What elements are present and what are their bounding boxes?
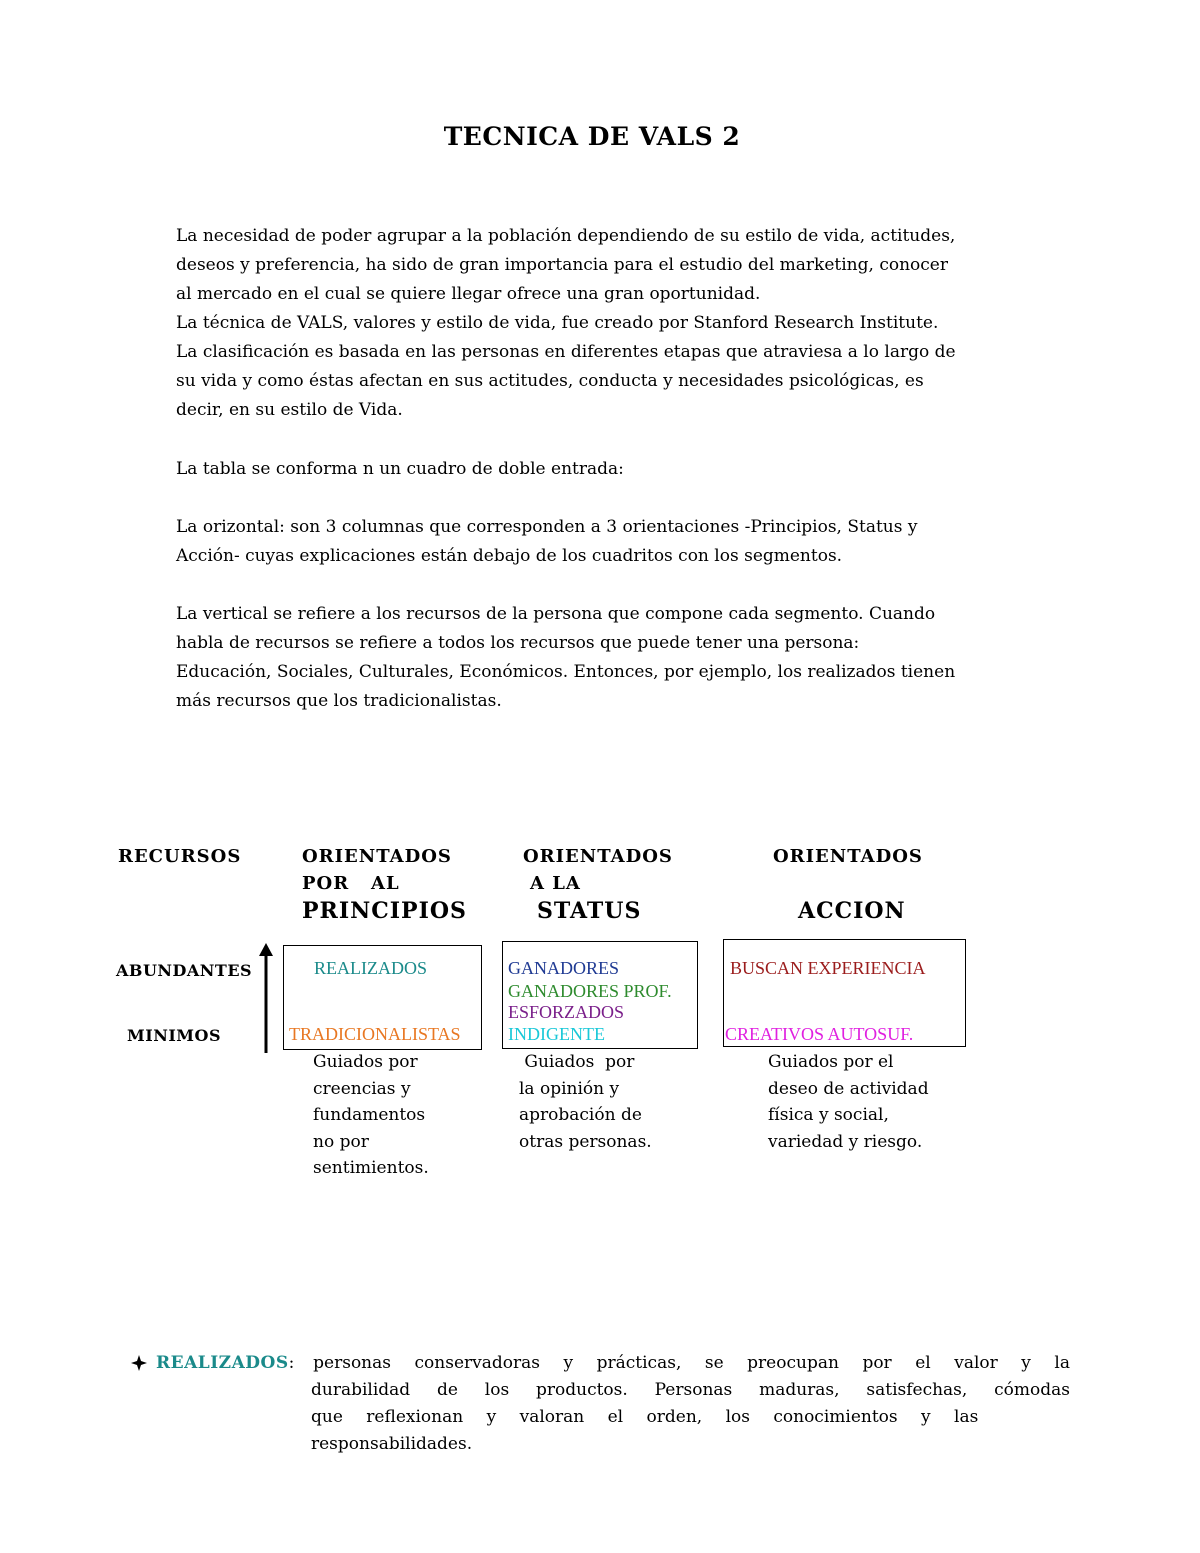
horizontal-paragraph (176, 513, 1076, 571)
definition-line-2: durabilidad de los productos. Personas maduras, satisfechas, cómodas (311, 1380, 1070, 1400)
diamond-bullet-icon (131, 1355, 147, 1371)
vertical-paragraph (176, 600, 1076, 716)
resources-arrow-icon (256, 942, 276, 1054)
table-intro-paragraph (176, 455, 1076, 484)
segment-tradicionalistas: TRADICIONALISTAS (289, 1024, 461, 1044)
col3-header-line1: ORIENTADOS (773, 846, 923, 867)
accion-description: Guiados por el deseo de actividad física y social, variedad y riesgo. (768, 1052, 929, 1152)
col1-header-line2: POR AL (302, 873, 400, 894)
definition-line-1-text: personas conservadoras y prácticas, se preocupan por el valor y la (313, 1353, 1070, 1373)
horizontal-line: Acción- cuyas explicaciones están debajo de los cuadritos con los segmentos. (176, 546, 843, 566)
intro-line: su vida y como éstas afectan en sus actitudes, conducta y necesidades psicológicas, es (176, 371, 924, 391)
segment-esforzados: ESFORZADOS (508, 1002, 625, 1022)
intro-line: La clasificación es basada en las personas en diferentes etapas que atraviesa a lo largo de (176, 342, 956, 362)
intro-line: al mercado en el cual se quiere llegar ofrece una gran oportunidad. (176, 284, 761, 304)
col2-header-line2: A LA (530, 873, 581, 894)
col1-header-line1: ORIENTADOS (302, 846, 452, 867)
principios-description: Guiados por creencias y fundamentos no por sentimientos. (313, 1052, 429, 1178)
segment-indigente: INDIGENTE (508, 1024, 605, 1044)
intro-line: deseos y preferencia, ha sido de gran importancia para el estudio del marketing, conocer (176, 255, 948, 275)
definition-line-4: responsabilidades. (311, 1434, 473, 1454)
horizontal-line: La orizontal: son 3 columnas que corresponden a 3 orientaciones -Principios, Status y (176, 517, 918, 537)
status-description: Guiados por la opinión y aprobación de otras personas. (519, 1052, 652, 1152)
vertical-line: más recursos que los tradicionalistas. (176, 691, 502, 711)
intro-line: La técnica de VALS, valores y estilo de vida, fue creado por Stanford Research Institute. (176, 313, 939, 333)
intro-line: decir, en su estilo de Vida. (176, 400, 403, 420)
col2-header-line1: ORIENTADOS (523, 846, 673, 867)
page-title: TECNICA DE VALS 2 (443, 122, 741, 151)
segment-ganadores: GANADORES (508, 958, 620, 978)
definition-line-1: REALIZADOS: personas conservadoras y prácticas, se preocupan por el valor y la (156, 1350, 1070, 1377)
recursos-header: RECURSOS (118, 846, 242, 867)
definition-line-3: que reflexionan y valoran el orden, los conocimientos y las (311, 1407, 979, 1427)
vertical-line: habla de recursos se refiere a todos los recursos que puede tener una persona: (176, 633, 860, 653)
table-intro-line: La tabla se conforma n un cuadro de doble entrada: (176, 459, 624, 479)
intro-line: La necesidad de poder agrupar a la población dependiendo de su estilo de vida, actitudes, (176, 226, 956, 246)
abundantes-label: ABUNDANTES (116, 961, 253, 980)
col1-header-line3: PRINCIPIOS (302, 898, 467, 924)
intro-paragraph (176, 222, 1076, 425)
realizados-definition (156, 1350, 1070, 1458)
definition-label: REALIZADOS (156, 1353, 289, 1373)
minimos-label: MINIMOS (127, 1026, 222, 1045)
vertical-line: Educación, Sociales, Culturales, Económicos. Entonces, por ejemplo, los realizados tienen (176, 662, 956, 682)
segment-ganadores-prof: GANADORES PROF. (508, 981, 672, 1001)
col2-header-line3: STATUS (537, 898, 642, 924)
segment-realizados: REALIZADOS (314, 958, 427, 978)
col3-header-line3: ACCION (798, 898, 906, 924)
segment-buscan-experiencia: BUSCAN EXPERIENCIA (730, 958, 926, 978)
segment-creativos-autosuf: CREATIVOS AUTOSUF. (725, 1024, 914, 1044)
vertical-line: La vertical se refiere a los recursos de la persona que compone cada segmento. Cuando (176, 604, 936, 624)
